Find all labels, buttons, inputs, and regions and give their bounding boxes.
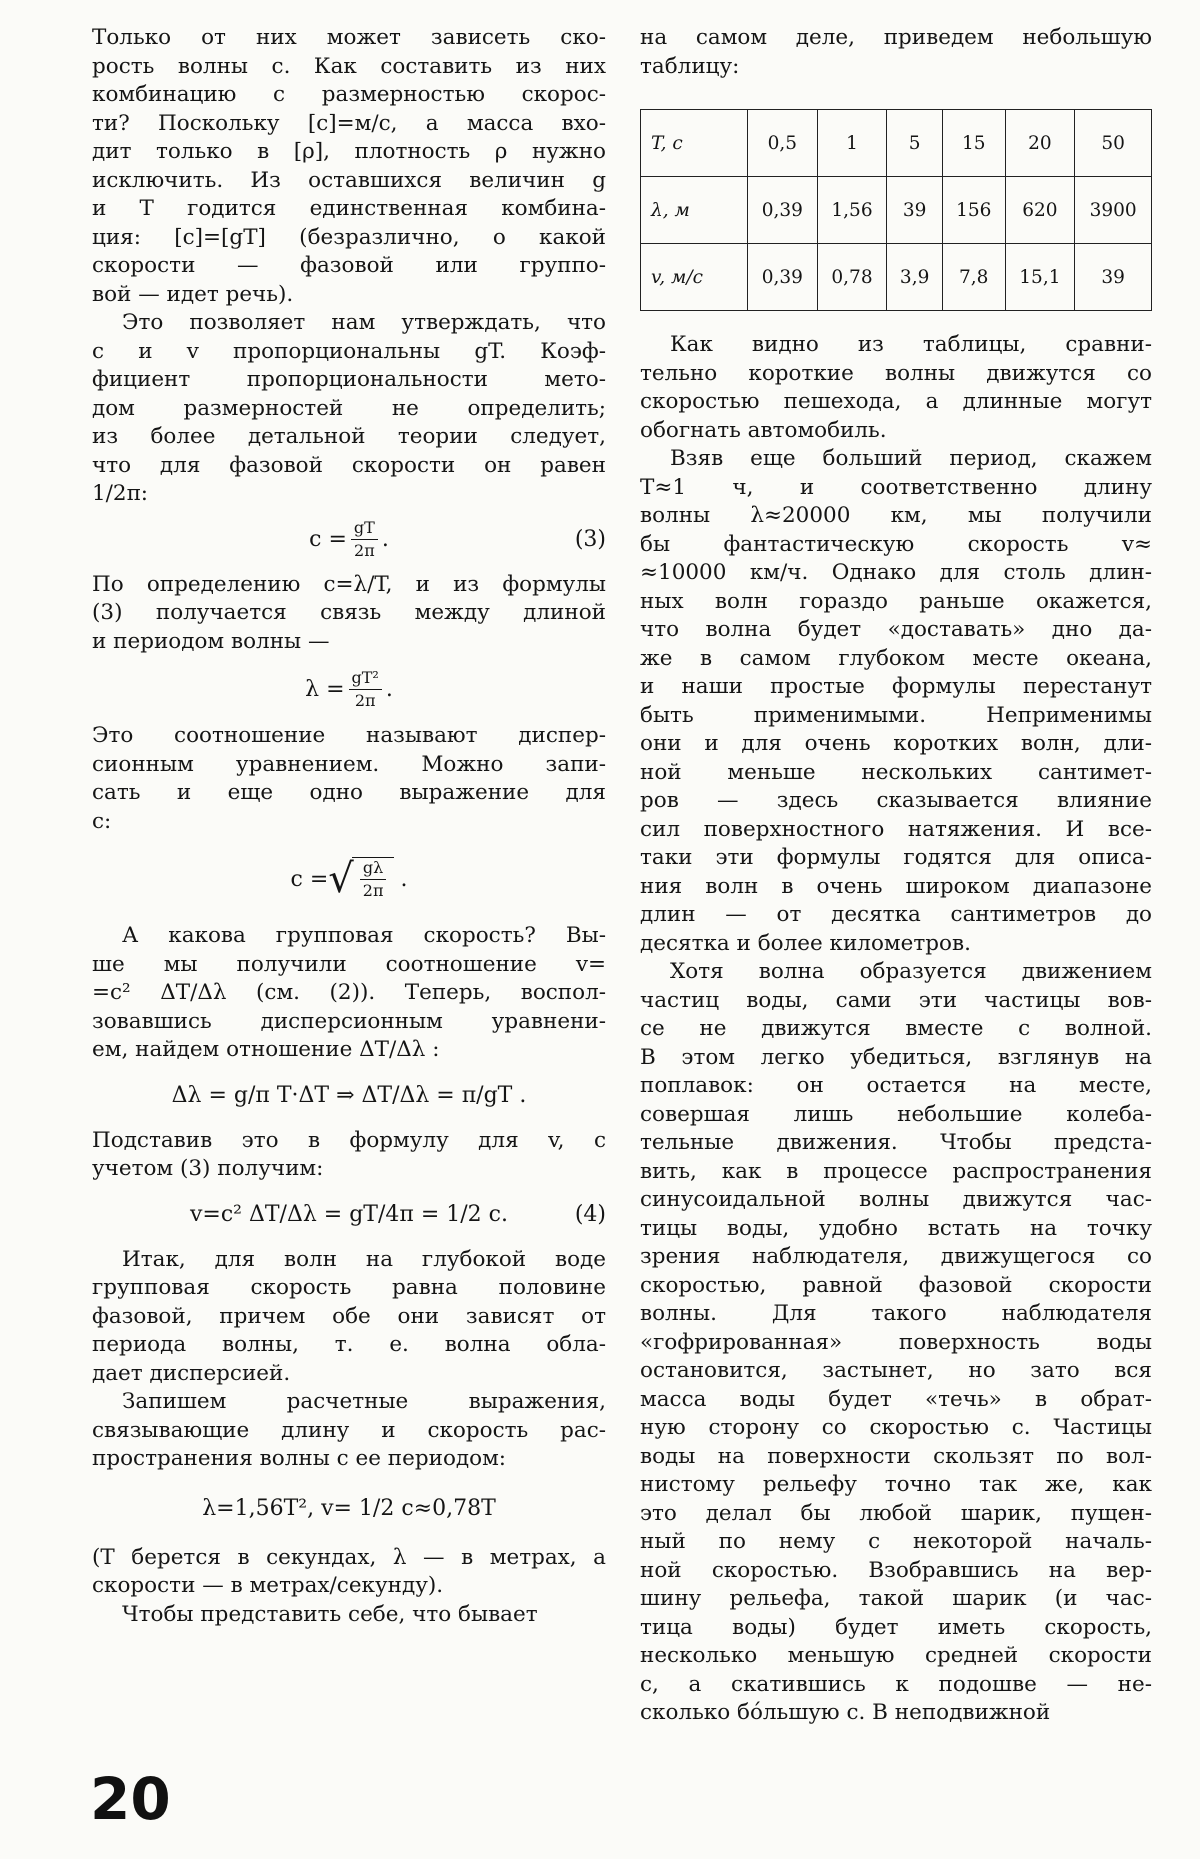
- eq-lhs: c =: [309, 527, 347, 552]
- fraction: [360, 860, 387, 899]
- left-column: [92, 24, 606, 1629]
- paragraph: [92, 1127, 606, 1184]
- delta-equation: Δλ = g/π T·ΔT ⇒ ΔT/Δλ = π/gT .: [171, 1083, 527, 1108]
- text-line: десятка и более километров.: [640, 930, 971, 956]
- text-line: ция: [c]=[gT] (безразлично, о какой: [92, 224, 606, 250]
- text-line: тица воды) будет иметь скорость,: [640, 1614, 1152, 1640]
- text-line: сколько бо́льшую c. В неподвижной: [640, 1700, 1051, 1725]
- text-line: учетом (3) получим:: [92, 1156, 324, 1181]
- paragraph: [92, 309, 606, 509]
- numerator: gT²: [349, 670, 382, 690]
- paragraph: [92, 24, 606, 309]
- text-line: быть применимыми. Неприменимы: [640, 702, 1152, 728]
- paragraph: [92, 1246, 606, 1389]
- text-line: дит только в [ρ], плотность ρ нужно: [92, 139, 606, 164]
- text-line: Чтобы представить себе, что бывает: [122, 1601, 538, 1627]
- fraction: [351, 520, 378, 559]
- text-line: тельные движения. Чтобы предста-: [640, 1130, 1152, 1155]
- equation-label: (4): [574, 1202, 606, 1227]
- text-line: воды на поверхности скользят по вол-: [640, 1443, 1152, 1469]
- text-line: скоростью, равной фазовой скорости: [640, 1272, 1152, 1298]
- square-root: [328, 857, 394, 901]
- text-line: сионным уравнением. Можно запи-: [92, 751, 606, 777]
- text-line: связывающие длину и скорость рас-: [92, 1417, 606, 1443]
- paragraph: [640, 24, 1152, 81]
- radical-sign: √: [328, 856, 354, 902]
- text-line: тицы воды, удобно встать на точку: [640, 1215, 1152, 1241]
- text-line: c, а скатившись к подошве — не-: [640, 1671, 1152, 1697]
- text-line: скорости — в метрах/секунду).: [92, 1573, 444, 1598]
- table-cell: 15,1: [1005, 244, 1075, 311]
- text-line: ной меньше нескольких сантимет-: [640, 759, 1152, 785]
- fraction: [349, 667, 382, 710]
- text-line: длин — от десятка сантиметров до: [640, 902, 1152, 927]
- text-line: и периодом волны —: [92, 628, 330, 654]
- paragraph: [92, 1544, 606, 1601]
- text-line: T≈1 ч, и соответственно длину: [640, 474, 1152, 500]
- text-line: зовавшись дисперсионным уравнени-: [92, 1008, 606, 1034]
- text-line: периода волны, т. е. волна обла-: [92, 1332, 606, 1357]
- table-cell: 5: [887, 110, 943, 177]
- paragraph: [92, 722, 606, 836]
- eq-body: v=c² ΔT/Δλ = gT/4π = 1/2 c.: [190, 1202, 508, 1227]
- text-line: c:: [92, 808, 112, 834]
- text-line: на самом деле, приведем небольшую: [640, 25, 1152, 50]
- text-line: Это позволяет нам утверждать, что: [122, 310, 606, 335]
- text-line: се не движутся вместе с волной.: [640, 1016, 1152, 1041]
- text-line: фазовой, причем обе они зависят от: [92, 1303, 606, 1329]
- eq-tail: .: [400, 866, 408, 892]
- table-cell: 156: [942, 177, 1005, 244]
- text-line: ния волн в очень широком диапазоне: [640, 873, 1152, 899]
- row-label: T, с: [641, 110, 748, 177]
- text-line: из более детальной теории следует,: [92, 424, 606, 449]
- radicand: [352, 857, 395, 901]
- table-cell: 50: [1075, 110, 1152, 177]
- text-line: сать и еще одно выражение для: [92, 780, 606, 805]
- eq-lhs: c =: [290, 866, 329, 892]
- table-cell: 3,9: [887, 244, 943, 311]
- text-line: сил поверхностного натяжения. И все-: [640, 816, 1152, 842]
- text-line: дает дисперсией.: [92, 1360, 291, 1386]
- text-line: комбинацию с размерностью скорос-: [92, 82, 606, 107]
- text-line: это делал бы любой шарик, пущен-: [640, 1500, 1152, 1526]
- text-line: фициент пропорциональности мето-: [92, 367, 606, 392]
- text-line: Подставив это в формулу для v, с: [92, 1127, 606, 1153]
- text-line: волны λ≈20000 км, мы получили: [640, 503, 1152, 528]
- eq-lhs: λ =: [305, 676, 345, 702]
- text-line: =c² ΔT/Δλ (см. (2)). Теперь, воспол-: [92, 980, 606, 1005]
- text-line: ных волн гораздо раньше окажется,: [640, 588, 1152, 614]
- text-line: бы фантастическую скорость v≈: [640, 531, 1152, 557]
- text-line: ный по нему с некоторой началь-: [640, 1529, 1152, 1554]
- text-line: вить, как в процессе распространения: [640, 1158, 1152, 1184]
- text-line: Это соотношение называют диспер-: [92, 723, 606, 748]
- text-line: Хотя волна образуется движением: [670, 959, 1152, 984]
- text-line: шину рельефа, такой шарик (и час-: [640, 1586, 1152, 1611]
- text-line: что для фазовой скорости он равен: [92, 452, 606, 478]
- text-line: волны. Для такого наблюдателя: [640, 1301, 1152, 1326]
- text-line: тельно короткие волны движутся со: [640, 360, 1152, 386]
- text-line: скоростью пешехода, а длинные могут: [640, 389, 1152, 414]
- text-line: совершая лишь небольшие колеба-: [640, 1101, 1152, 1127]
- text-line: ную сторону со скоростью c. Частицы: [640, 1415, 1152, 1440]
- equation-4: [92, 1184, 606, 1246]
- table-cell: 1,56: [817, 177, 887, 244]
- text-line: ≈10000 км/ч. Однако для столь длин-: [640, 560, 1152, 585]
- text-line: вой — идет речь).: [92, 281, 294, 307]
- paragraph: [640, 331, 1152, 445]
- sqrt-equation: [92, 836, 606, 922]
- text-line: Запишем расчетные выражения,: [122, 1389, 606, 1414]
- table-row: [641, 110, 1152, 177]
- dispersion-equation: [92, 656, 606, 722]
- page-number: 20: [90, 1765, 171, 1833]
- text-line: А какова групповая скорость? Вы-: [122, 923, 606, 948]
- text-line: же в самом глубоком месте океана,: [640, 645, 1152, 671]
- text-line: пространения волны с ее периодом:: [92, 1446, 507, 1471]
- row-label: λ, м: [641, 177, 748, 244]
- text-line: ров — здесь сказывается влияние: [640, 788, 1152, 813]
- equation-3: [92, 509, 606, 571]
- text-line: (T берется в секундах, λ — в метрах, а: [92, 1544, 606, 1570]
- text-line: Итак, для волн на глубокой воде: [122, 1246, 606, 1272]
- text-line: зрения наблюдателя, движущегося со: [640, 1244, 1152, 1269]
- row-label: v, м/с: [641, 244, 748, 311]
- paragraph: [92, 922, 606, 1065]
- table-row: [641, 244, 1152, 311]
- denominator: 2π: [354, 690, 376, 710]
- paragraph: [92, 1601, 606, 1630]
- denominator: 2π: [354, 541, 375, 560]
- text-line: рость волны c. Как составить из них: [92, 53, 606, 79]
- calc-equation: λ=1,56T², v= 1/2 c≈0,78T: [202, 1496, 496, 1521]
- table-cell: 0,39: [748, 177, 818, 244]
- denominator: 2π: [362, 881, 384, 900]
- text-line: ти? Поскольку [c]=м/с, а масса вхо-: [92, 110, 606, 136]
- text-line: (3) получается связь между длиной: [92, 600, 606, 625]
- text-line: «гофрированная» поверхность воды: [640, 1329, 1152, 1355]
- paragraph: [92, 1388, 606, 1474]
- numerator: gT: [351, 520, 378, 540]
- text-line: остановится, застынет, но зато вся: [640, 1358, 1152, 1383]
- text-line: скорости — фазовой или группо-: [92, 253, 606, 278]
- table-cell: 620: [1005, 177, 1075, 244]
- table-cell: 15: [942, 110, 1005, 177]
- paragraph: [640, 958, 1152, 1728]
- table-cell: 0,5: [748, 110, 818, 177]
- text-line: групповая скорость равна половине: [92, 1275, 606, 1300]
- text-line: В этом легко убедиться, взглянув на: [640, 1044, 1152, 1070]
- wave-table: [640, 109, 1152, 311]
- paragraph: [92, 571, 606, 657]
- text-line: Как видно из таблицы, сравни-: [670, 332, 1152, 357]
- eq-tail: .: [385, 676, 393, 702]
- table-cell: 3900: [1075, 177, 1152, 244]
- table-cell: 0,39: [748, 244, 818, 311]
- table-cell: 1: [817, 110, 887, 177]
- text-line: ем, найдем отношение ΔT/Δλ :: [92, 1037, 440, 1062]
- text-line: несколько меньшую средней скорости: [640, 1643, 1152, 1668]
- right-column: [640, 24, 1152, 1728]
- text-line: поплавок: он остается на месте,: [640, 1073, 1152, 1098]
- text-line: и T годится единственная комбина-: [92, 196, 606, 221]
- text-line: 1/2π:: [92, 481, 148, 506]
- table-cell: 7,8: [942, 244, 1005, 311]
- text-line: они и для очень коротких волн, дли-: [640, 731, 1152, 756]
- text-line: По определению c=λ/T, и из формулы: [92, 571, 606, 597]
- table-cell: 39: [1075, 244, 1152, 311]
- text-line: c и v пропорциональны gT. Коэф-: [92, 338, 606, 364]
- eq-tail: .: [381, 527, 389, 552]
- text-line: обогнать автомобиль.: [640, 417, 887, 443]
- text-line: синусоидальной волны движутся час-: [640, 1187, 1152, 1212]
- text-line: масса воды будет «течь» в обрат-: [640, 1386, 1152, 1412]
- table-row: [641, 177, 1152, 244]
- text-line: Только от них может зависеть ско-: [92, 25, 606, 50]
- text-line: таки эти формулы годятся для описа-: [640, 845, 1152, 870]
- text-line: ше мы получили соотношение v=: [92, 951, 606, 977]
- text-line: что волна будет «доставать» дно да-: [640, 617, 1152, 642]
- text-line: ной скоростью. Взобравшись на вер-: [640, 1557, 1152, 1583]
- text-line: дом размерностей не определить;: [92, 395, 606, 421]
- text-line: таблицу:: [640, 53, 740, 79]
- numerator: gλ: [360, 860, 386, 880]
- text-line: Взяв еще больший период, скажем: [670, 446, 1152, 471]
- text-line: исключить. Из оставшихся величин g: [92, 167, 606, 193]
- table-cell: 20: [1005, 110, 1075, 177]
- text-line: и наши простые формулы перестанут: [640, 674, 1152, 699]
- equation-label: (3): [574, 527, 606, 552]
- paragraph: [640, 445, 1152, 958]
- text-line: частиц воды, сами эти частицы вов-: [640, 987, 1152, 1013]
- text-line: нистому рельефу точно так же, как: [640, 1472, 1152, 1497]
- table-cell: 39: [887, 177, 943, 244]
- table-cell: 0,78: [817, 244, 887, 311]
